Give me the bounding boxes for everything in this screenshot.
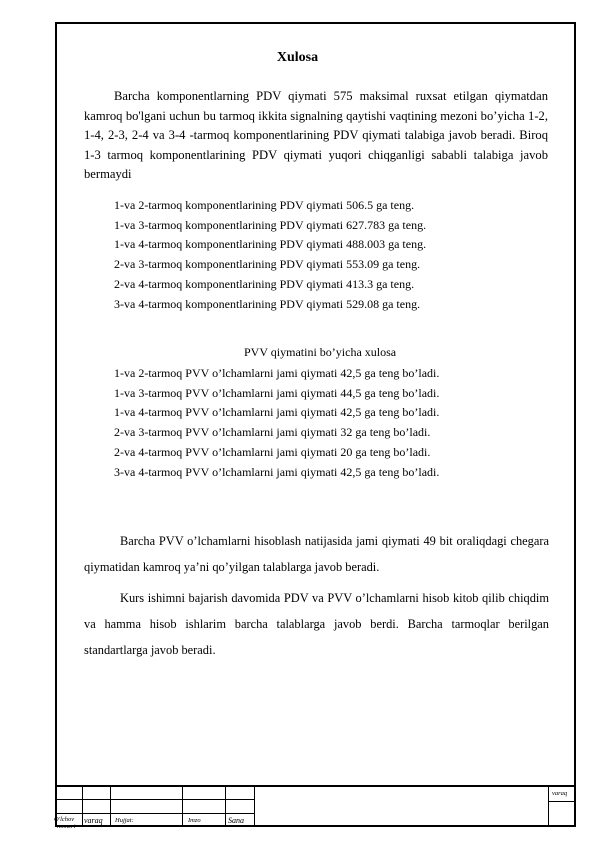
varaq-label: varaq bbox=[84, 816, 103, 825]
page-title: Xulosa bbox=[276, 50, 319, 65]
pdv-line: 1-va 3-tarmoq komponentlarining PDV qiymati 627.783 ga teng. bbox=[114, 217, 427, 232]
pvv-heading: PVV qiymatini bo’yicha xulosa bbox=[244, 345, 397, 359]
pvv-line: 2-va 4-tarmoq PVV o’lchamlarni jami qiymati 20 ga teng bo’ladi. bbox=[114, 444, 431, 459]
pvv-line: 1-va 4-tarmoq PVV o’lchamlarni jami qiymati 42,5 ga teng bo’ladi. bbox=[114, 405, 440, 420]
pdv-line: 1-va 4-tarmoq komponentlarining PDV qiymati 488.003 ga teng. bbox=[114, 237, 427, 252]
intro-paragraph: Barcha komponentlarning PDV qiymati 575 maksimal ruxsat etilgan qiymatdan kamroq bo'lgani uchun bu tarmoq ikkita signalning qaytishi vaqtining mezoni bo’yicha 1-2, 1-4, 2-3, 2-4 va 3-4 -tarmoq komponentlarining PDV qiymati talabiga javob beradi. Biroq 1-3 tarmoq komponentlarining PDV qiymati yuqori chiqganligi sababli talabiga javob bermaydi bbox=[84, 89, 548, 181]
imzo-label: Imzo bbox=[188, 817, 201, 824]
pvv-results-list bbox=[114, 364, 439, 482]
conclusion-paragraph-2: Kurs ishimni bajarish davomida PDV va PVV o’lchamlarni hisob kitob qilib chiqdim va hamma hisob ishlarim barcha talablarga javob berdi. Barcha tarmoqlar berilgan standartlarga javob beradi. bbox=[84, 591, 549, 657]
hujjat-label: Hujjat: bbox=[115, 817, 134, 824]
pdv-line: 2-va 4-tarmoq komponentlarining PDV qiymati 413.3 ga teng. bbox=[114, 276, 415, 291]
pvv-line: 1-va 3-tarmoq PVV o’lchamlarni jami qiymati 44,5 ga teng bo’ladi. bbox=[114, 385, 440, 400]
pvv-line: 3-va 4-tarmoq PVV o’lchamlarni jami qiymati 42,5 ga teng bo’ladi. bbox=[114, 464, 440, 479]
pdv-line: 1-va 2-tarmoq komponentlarining PDV qiymati 506.5 ga teng. bbox=[114, 198, 415, 212]
pvv-line: 1-va 2-tarmoq PVV o’lchamlarni jami qiymati 42,5 ga teng bo’ladi. bbox=[114, 366, 440, 380]
pdv-line: 2-va 3-tarmoq komponentlarining PDV qiymati 553.09 ga teng. bbox=[114, 257, 421, 272]
pdv-results-list bbox=[114, 196, 426, 314]
pdv-line: 3-va 4-tarmoq komponentlarining PDV qiymati 529.08 ga teng. bbox=[114, 296, 421, 311]
sana-label: Sana bbox=[228, 816, 244, 825]
pvv-line: 2-va 3-tarmoq PVV o’lchamlarni jami qiymati 32 ga teng bo’ladi. bbox=[114, 425, 431, 440]
olchov-label: O'lchov bbox=[54, 816, 75, 823]
nomeri-label: nomeri bbox=[57, 823, 76, 830]
title-block bbox=[54, 785, 576, 830]
conclusion-paragraph-1: Barcha PVV o’lchamlarni hisoblash natijasida jami qiymati 49 bit oraliqdagi chegara qiymatidan kamroq ya’ni qo’yilgan talablarga javob beradi. bbox=[84, 534, 549, 574]
sheet-varaq-label: varaq bbox=[552, 790, 568, 797]
